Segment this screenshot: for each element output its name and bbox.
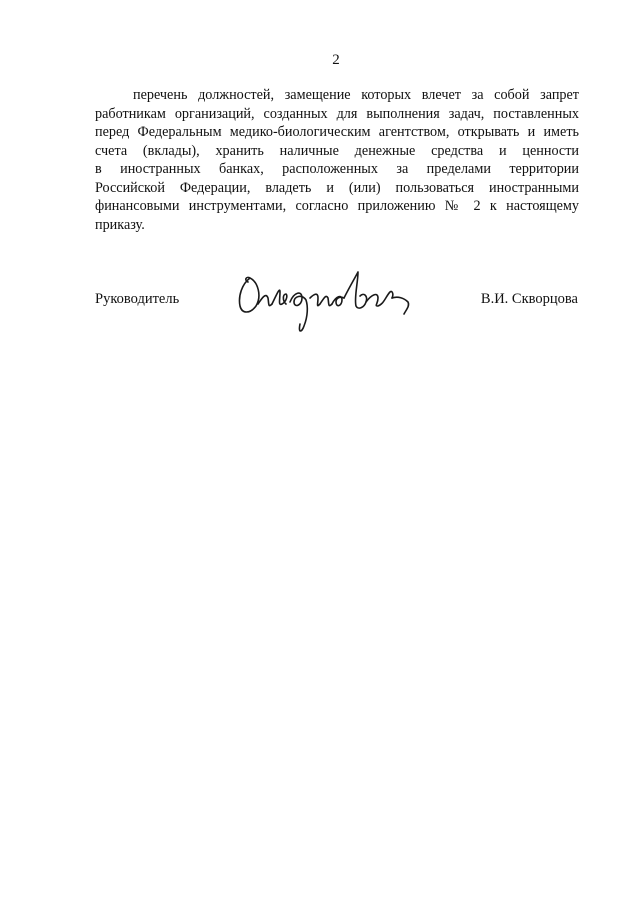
page-number: 2: [332, 52, 340, 68]
paragraph-line: Российской Федерации, владеть и (или) пользоваться иностранными: [95, 179, 579, 196]
paragraph-line: счета (вклады), хранить наличные денежные средства и ценности: [95, 142, 579, 159]
paragraph-line: финансовыми инструментами, согласно приложению № 2 к настоящему: [95, 198, 579, 214]
paragraph-line: приказу.: [95, 216, 145, 233]
paragraph-line: работникам организаций, созданных для выполнения задач, поставленных: [95, 105, 579, 122]
paragraph-line: перечень должностей, замещение которых влечет за собой запрет: [133, 87, 579, 103]
paragraph-line: в иностранных банках, расположенных за пределами территории: [95, 161, 579, 177]
signatory-name: В.И. Скворцова: [480, 291, 578, 307]
handwritten-signature: [228, 262, 418, 337]
body-paragraph: [95, 86, 579, 234]
paragraph-line: перед Федеральным медико-биологическим агентством, открывать и иметь: [95, 124, 579, 140]
signatory-role: Руководитель: [95, 291, 180, 307]
